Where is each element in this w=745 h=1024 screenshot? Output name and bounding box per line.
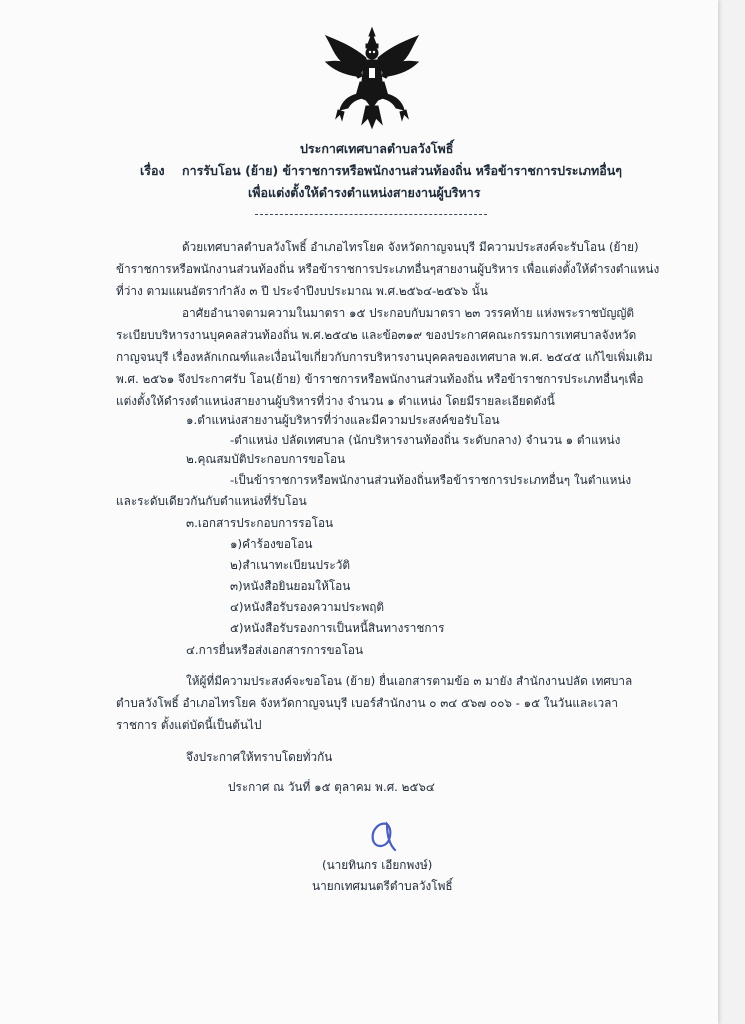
item-2-heading: ๒.คุณสมบัติประกอบการขอโอน (186, 452, 346, 466)
subject-line-1: การรับโอน (ย้าย) ข้าราชการหรือพนักงานส่วนท้องถิ่น หรือข้าราชการประเภทอื่นๆ (182, 163, 623, 178)
item-1-detail: -ตำแหน่ง ปลัดเทศบาล (นักบริหารงานท้องถิ่น ระดับกลาง) จำนวน ๑ ตำแหน่ง (230, 433, 621, 447)
announcement-date: ประกาศ ณ วันที่ ๑๕ ตุลาคม พ.ศ. ๒๕๖๔ (228, 780, 435, 794)
item-1-heading: ๑.ตำแหน่งสายงานผู้บริหารที่ว่างและมีความประสงค์ขอรับโอน (186, 413, 500, 427)
signatory-position: นายกเทศมนตรีตำบลวังโพธิ์ (312, 879, 453, 893)
document-title: ประกาศเทศบาลตำบลวังโพธิ์ (300, 141, 454, 156)
subject-label: เรื่อง (140, 163, 165, 178)
garuda-emblem-icon (322, 26, 422, 130)
paragraph-3-line: ให้ผู้ที่มีความประสงค์จะขอโอน (ย้าย) ยื่นเอกสารตามข้อ ๓ มายัง สำนักงานปลัด เทศบาล (186, 674, 633, 688)
item-2-detail: -เป็นข้าราชการหรือพนักงานส่วนท้องถิ่นหรือข้าราชการประเภทอื่นๆ ในตำแหน่ง (230, 473, 632, 487)
item-3-heading: ๓.เอกสารประกอบการรอโอน (186, 516, 334, 530)
paragraph-3-line: ราชการ ตั้งแต่บัดนี้เป็นต้นไป (116, 718, 262, 732)
closing-statement: จึงประกาศให้ทราบโดยทั่วกัน (186, 750, 333, 764)
paragraph-1-line: ด้วยเทศบาลตำบลวังโพธิ์ อำเภอไทรโยค จังหวัดกาญจนบุรี มีความประสงค์จะรับโอน (ย้าย) (182, 240, 639, 254)
paragraph-2-line: แต่งตั้งให้ดำรงตำแหน่งสายงานผู้บริหารที่ว่าง จำนวน ๑ ตำแหน่ง โดยมีรายละเอียดดังนี้ (116, 394, 555, 408)
item-4-heading: ๔.การยื่นหรือส่งเอกสารการขอโอน (186, 643, 364, 657)
paragraph-3-line: ตำบลวังโพธิ์ อำเภอไทรโยค จังหวัดกาญจนบุรี เบอร์สำนักงาน ๐ ๓๔ ๕๖๗ ๐๐๖ - ๑๕ ในวันและเวลา (116, 696, 618, 710)
subject-line-2: เพื่อแต่งตั้งให้ดำรงตำแหน่งสายงานผู้บริหาร (248, 185, 481, 200)
heading-divider (255, 214, 487, 215)
item-2-detail: และระดับเดียวกันกับตำแหน่งที่รับโอน (116, 494, 307, 508)
paragraph-1-line: ที่ว่าง ตามแผนอัตรากำลัง ๓ ปี ประจำปีงบประมาณ พ.ศ.๒๕๖๔-๒๕๖๖ นั้น (116, 284, 488, 298)
signatory-name: (นายทินกร เอียกพงษ์) (322, 858, 433, 872)
paragraph-2-line: กาญจนบุรี เรื่องหลักเกณฑ์และเงื่อนไขเกี่ยวกับการบริหารงานบุคคลของเทศบาล พ.ศ. ๒๕๔๕ แก้ไขเพิ่มเติม (116, 350, 653, 364)
document-list-item: ๔)หนังสือรับรองความประพฤติ (230, 600, 385, 614)
document-list-item: ๑)คำร้องขอโอน (230, 537, 313, 551)
handwritten-signature (365, 820, 399, 854)
document-list-item: ๓)หนังสือยินยอมให้โอน (230, 579, 351, 593)
document-list-item: ๒)สำเนาทะเบียนประวัติ (230, 558, 350, 572)
paragraph-2-line: อาศัยอำนาจตามความในมาตรา ๑๕ ประกอบกับมาตรา ๒๓ วรรคท้าย แห่งพระราชบัญญัติ (182, 306, 635, 320)
paragraph-2-line: พ.ศ. ๒๕๖๑ จึงประกาศรับ โอน(ย้าย) ข้าราชการหรือพนักงานส่วนท้องถิ่น หรือข้าราชการประเภทอื่นๆเพื่อ (116, 372, 644, 386)
paragraph-1-line: ข้าราชการหรือพนักงานส่วนท้องถิ่น หรือข้าราชการประเภทอื่นๆสายงานผู้บริหาร เพื่อแต่งตั้งให้ดำรงตำแหน่ง (116, 262, 660, 276)
document-list-item: ๕)หนังสือรับรองการเป็นหนี้สินทางราชการ (230, 621, 445, 635)
paragraph-2-line: ระเบียบบริหารงานบุคคลส่วนท้องถิ่น พ.ศ.๒๕๔๒ และข้อ๓๑๙ ของประกาศคณะกรรมการเทศบาลจังหวัด (116, 328, 637, 342)
